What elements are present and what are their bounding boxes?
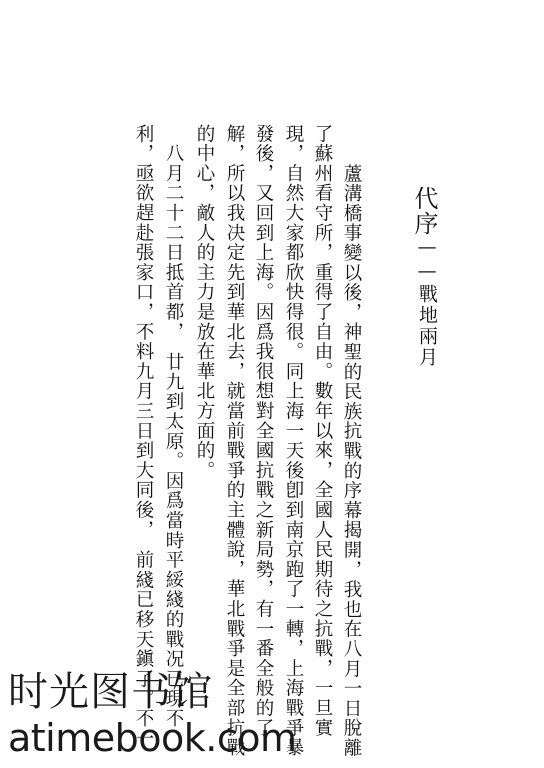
text-column-6: 的中心，敵人的主力是放在華北方面的。 <box>194 124 215 481</box>
text-column-7: 八月二十二日抵首都， 廿九到太原。因爲當時平綏綫的戰况已現不 <box>163 124 184 729</box>
preface-subtitle: ——戰地兩月 <box>416 236 438 368</box>
text-column-1: 蘆溝橋事變以後，神聖的民族抗戰的序幕揭開，我也在八月一日脫離 <box>341 164 362 758</box>
text-column-5: 解，所以我决定先到華北去，就當前戰爭的主體說，華北戰爭是全部抗戰 <box>224 124 245 758</box>
text-column-4: 發後，又回到上海。因爲我很想對全國抗戰之新局勢，有一番全般的了 <box>253 124 274 738</box>
watermark-chinese: 时光图书馆 <box>8 669 213 715</box>
text-column-3: 現，自然大家都欣快得很。同上海一天後卽到南京跑了一轉，上海戰爭暴 <box>283 124 304 758</box>
preface-title: 代序 <box>410 186 438 236</box>
text-column-8: 利，亟欲趕赴張家口，不料九月三日到大同後， 前綫已移天鎭了。不一 <box>133 124 154 749</box>
text-column-2: 了蘇州看守所，重得了自由。數年以來，全國人民期待之抗戰，一旦實 <box>312 124 333 738</box>
watermark-url: atimebook.com <box>8 716 297 760</box>
